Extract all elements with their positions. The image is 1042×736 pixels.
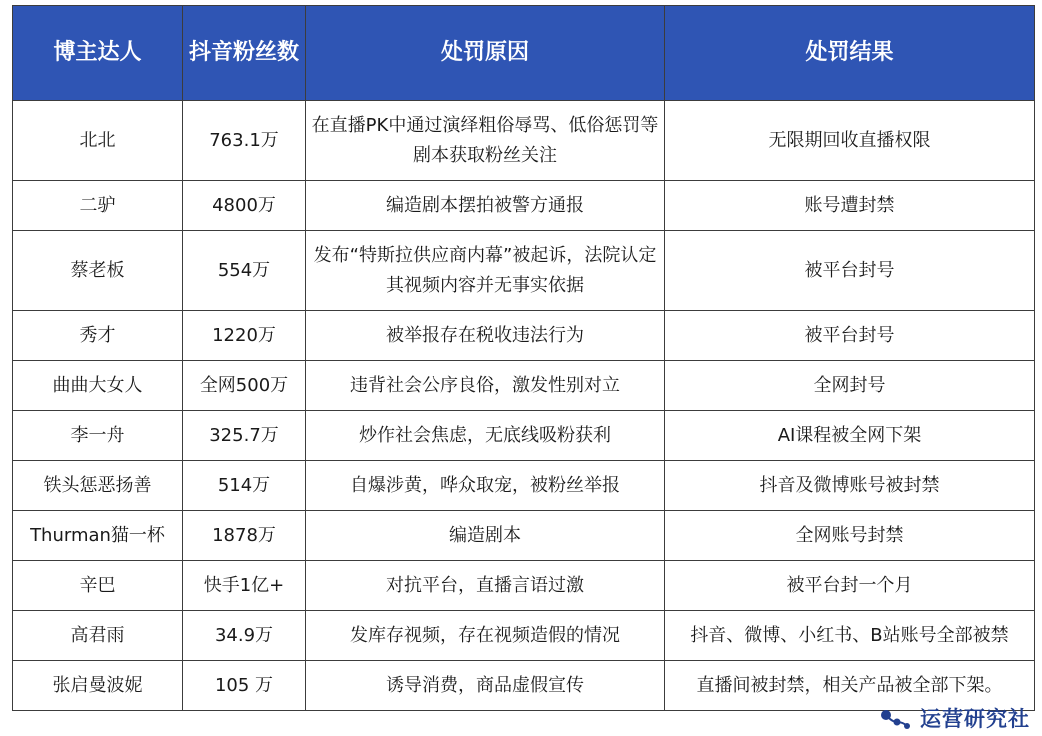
table-row (13, 231, 1035, 311)
table-row (13, 461, 1035, 511)
cell-reason: 编造剧本 (306, 511, 665, 561)
cell-blogger: 辛巴 (13, 561, 183, 611)
cell-reason: 诱导消费，商品虚假宣传 (306, 661, 665, 711)
penalty-table-container (12, 5, 1034, 711)
cell-blogger: 高君雨 (13, 611, 183, 661)
cell-fans: 105 万 (183, 661, 306, 711)
cell-fans: 763.1万 (183, 101, 306, 181)
cell-fans: 快手1亿+ (183, 561, 306, 611)
header-blogger: 博主达人 (13, 6, 183, 101)
table-row (13, 101, 1035, 181)
cell-result: 抖音及微博账号被封禁 (665, 461, 1035, 511)
cell-fans: 全网500万 (183, 361, 306, 411)
table-row (13, 411, 1035, 461)
cell-reason: 对抗平台，直播言语过激 (306, 561, 665, 611)
dots-logo-icon (880, 706, 914, 730)
header-fans: 抖音粉丝数 (183, 6, 306, 101)
table-header-row (13, 6, 1035, 101)
cell-result: 全网账号封禁 (665, 511, 1035, 561)
cell-reason: 自爆涉黄，哗众取宠，被粉丝举报 (306, 461, 665, 511)
cell-fans: 554万 (183, 231, 306, 311)
cell-blogger: 秀才 (13, 311, 183, 361)
cell-fans: 4800万 (183, 181, 306, 231)
cell-reason: 在直播PK中通过演绎粗俗辱骂、低俗惩罚等剧本获取粉丝关注 (306, 101, 665, 181)
cell-blogger: 北北 (13, 101, 183, 181)
table-row (13, 561, 1035, 611)
cell-reason: 违背社会公序良俗，激发性别对立 (306, 361, 665, 411)
cell-result: 抖音、微博、小红书、B站账号全部被禁 (665, 611, 1035, 661)
cell-result: 被平台封号 (665, 231, 1035, 311)
cell-result: 账号遭封禁 (665, 181, 1035, 231)
cell-blogger: 铁头惩恶扬善 (13, 461, 183, 511)
cell-reason: 发库存视频，存在视频造假的情况 (306, 611, 665, 661)
header-reason: 处罚原因 (306, 6, 665, 101)
table-row (13, 611, 1035, 661)
cell-blogger: 李一舟 (13, 411, 183, 461)
cell-result: 被平台封一个月 (665, 561, 1035, 611)
table-row (13, 181, 1035, 231)
cell-fans: 514万 (183, 461, 306, 511)
cell-fans: 325.7万 (183, 411, 306, 461)
cell-reason: 编造剧本摆拍被警方通报 (306, 181, 665, 231)
cell-result: 全网封号 (665, 361, 1035, 411)
cell-reason: 炒作社会焦虑，无底线吸粉获利 (306, 411, 665, 461)
cell-result: AI课程被全网下架 (665, 411, 1035, 461)
cell-blogger: Thurman猫一杯 (13, 511, 183, 561)
cell-fans: 34.9万 (183, 611, 306, 661)
cell-blogger: 二驴 (13, 181, 183, 231)
cell-result: 无限期回收直播权限 (665, 101, 1035, 181)
cell-reason: 被举报存在税收违法行为 (306, 311, 665, 361)
header-result: 处罚结果 (665, 6, 1035, 101)
brand-logo-text: 运营研究社 (920, 707, 1030, 731)
table-row (13, 311, 1035, 361)
cell-blogger: 张启曼波妮 (13, 661, 183, 711)
cell-blogger: 蔡老板 (13, 231, 183, 311)
penalty-table (12, 5, 1035, 711)
brand-logo (880, 703, 1030, 733)
table-row (13, 361, 1035, 411)
table-row (13, 511, 1035, 561)
cell-result: 直播间被封禁，相关产品被全部下架。 (665, 661, 1035, 711)
cell-result: 被平台封号 (665, 311, 1035, 361)
cell-fans: 1220万 (183, 311, 306, 361)
cell-fans: 1878万 (183, 511, 306, 561)
cell-blogger: 曲曲大女人 (13, 361, 183, 411)
cell-reason: 发布“特斯拉供应商内幕”被起诉，法院认定其视频内容并无事实依据 (306, 231, 665, 311)
